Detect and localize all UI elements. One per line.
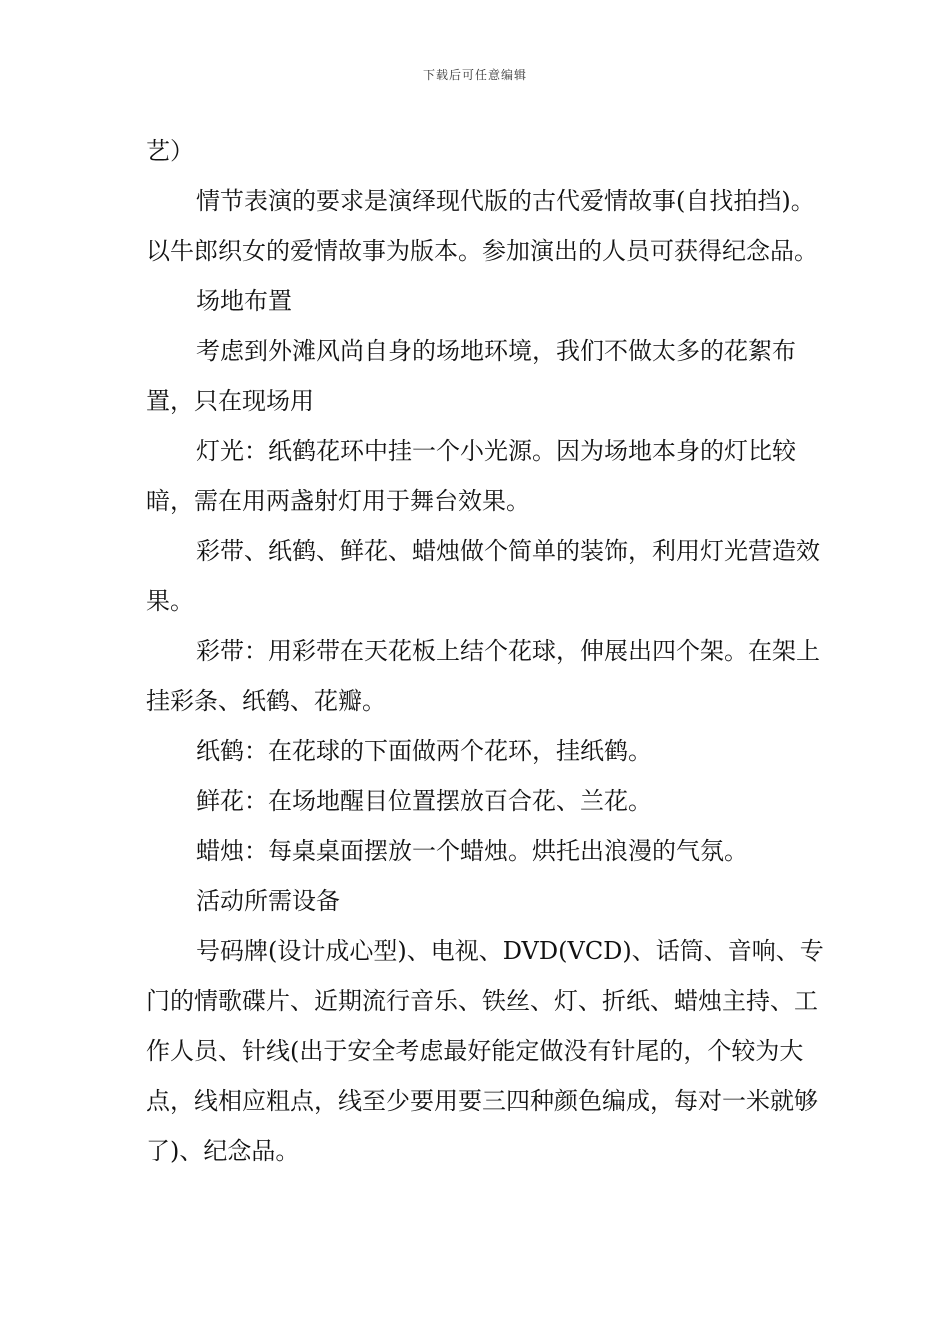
document-body <box>146 126 836 1176</box>
paragraph-decoration: 彩带、纸鹤、鲜花、蜡烛做个简单的装饰，利用灯光营造效果。 <box>146 537 820 615</box>
section-heading-equipment: 活动所需设备 <box>196 887 340 915</box>
paragraph-equipment-list: 号码牌(设计成心型)、电视、DVD(VCD)、话筒、音响、专门的情歌碟片、近期流行音乐、铁丝、灯、折纸、蜡烛主持、工作人员、针线(出于安全考虑最好能定做没有针尾的，个较为大点，线相应粗点，线至少要用要三四种颜色编成，每对一米就够了)、纪念品。 <box>146 937 824 1165</box>
paragraph-candles: 蜡烛：每桌桌面摆放一个蜡烛。烘托出浪漫的气氛。 <box>196 837 748 865</box>
paragraph-1: 艺） <box>146 137 194 165</box>
paragraph-paper-cranes: 纸鹤：在花球的下面做两个花环，挂纸鹤。 <box>196 737 652 765</box>
paragraph-2: 情节表演的要求是演绎现代版的古代爱情故事(自找拍挡)。以牛郎织女的爱情故事为版本。参加演出的人员可获得纪念品。 <box>146 187 818 265</box>
page-header: 下载后可任意编辑 <box>422 68 527 82</box>
paragraph-4: 考虑到外滩风尚自身的场地环境，我们不做太多的花絮布置，只在现场用 <box>146 337 796 415</box>
paragraph-flowers: 鲜花：在场地醒目位置摆放百合花、兰花。 <box>196 787 652 815</box>
paragraph-lighting: 灯光：纸鹤花环中挂一个小光源。因为场地本身的灯比较暗，需在用两盏射灯用于舞台效果。 <box>146 437 796 515</box>
section-heading-venue: 场地布置 <box>196 287 292 315</box>
paragraph-ribbons: 彩带：用彩带在天花板上结个花球，伸展出四个架。在架上挂彩条、纸鹤、花瓣。 <box>146 637 820 715</box>
